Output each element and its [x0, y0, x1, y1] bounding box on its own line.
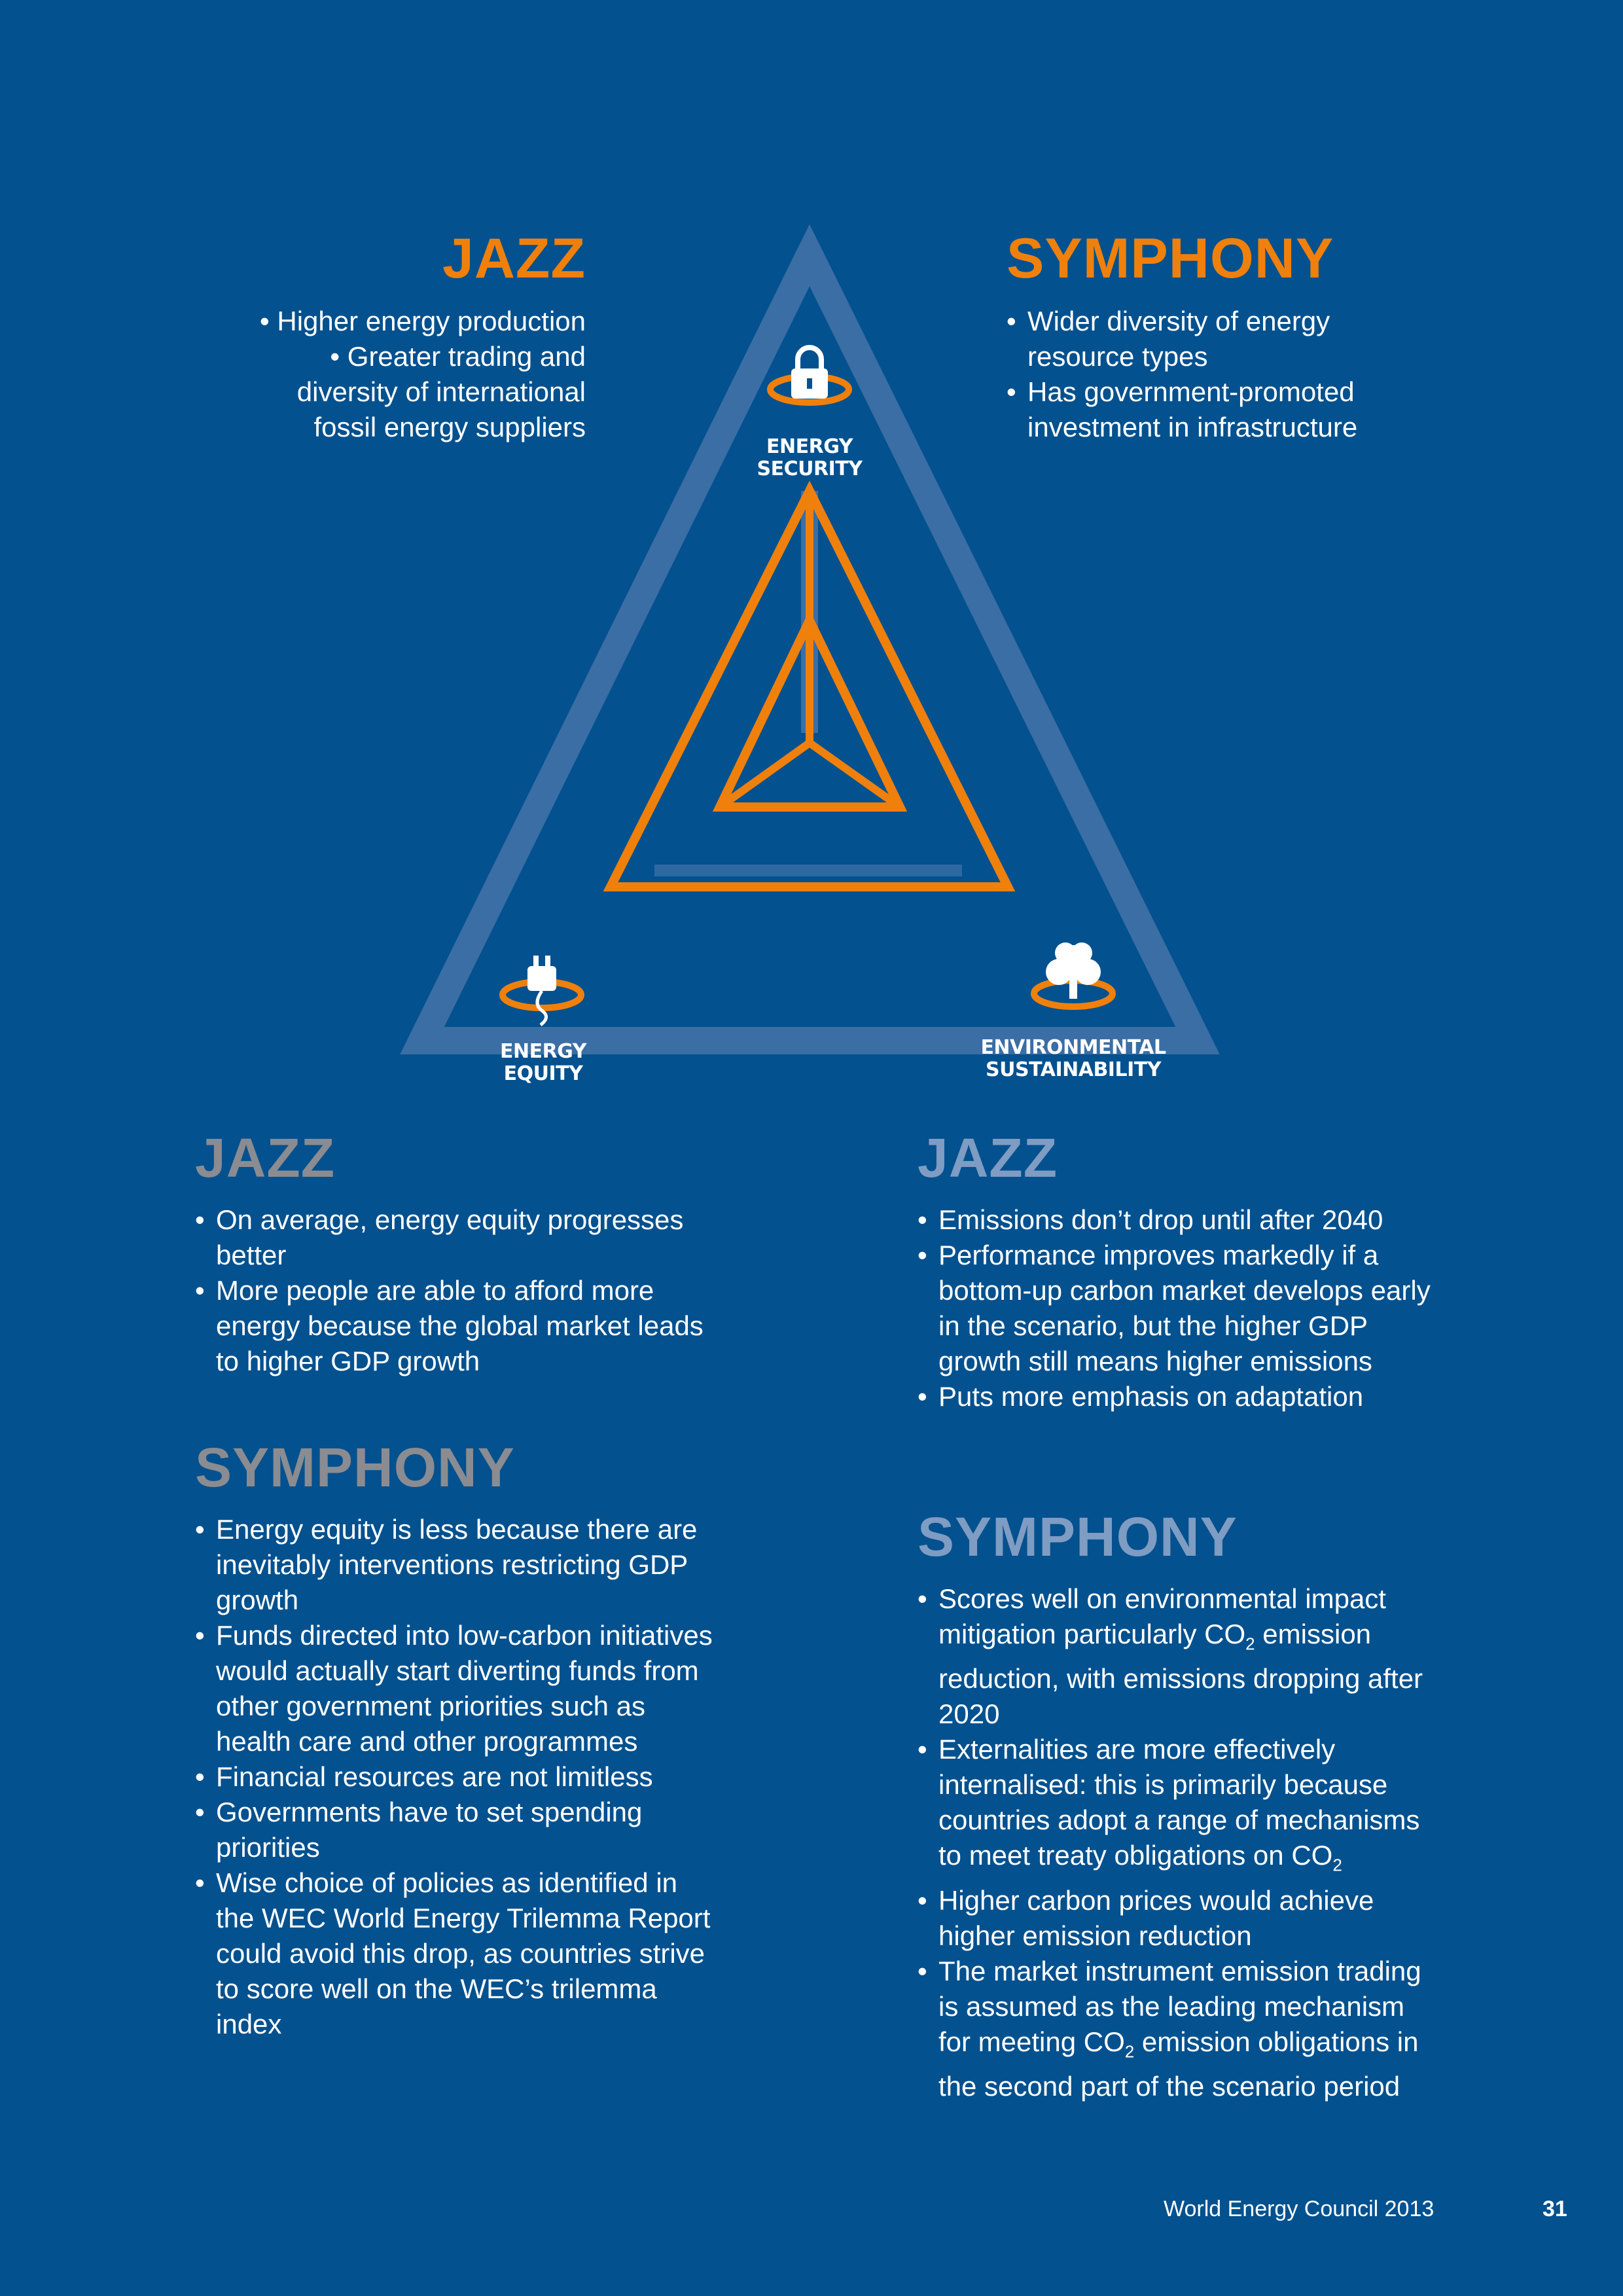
env-symphony-heading: SYMPHONY: [918, 1506, 1238, 1568]
env-jazz-block: [918, 1127, 1441, 1414]
label-energy-security: [731, 436, 888, 480]
top-right-bullet-1: • Wider diversity of energy resource types: [1007, 304, 1399, 374]
env-symphony-bullet-1-text-b: emission reduction, with emissions dropping after 2020: [938, 1619, 1423, 1730]
top-right-bullet-2: • Has government-promoted investment in infrastructure: [1007, 374, 1399, 445]
top-left-bullet-1: • Higher energy production: [183, 304, 586, 339]
label-energy-equity: [465, 1041, 622, 1085]
equity-symphony-bullets: [195, 1512, 719, 2042]
env-symphony-bullets: [918, 1581, 1441, 2104]
equity-symphony-heading: SYMPHONY: [195, 1437, 515, 1498]
equity-symphony-bullet-2: • Funds directed into low-carbon initiatives would actually start diverting funds from other government priorities such as health care and other programmes: [195, 1618, 719, 1759]
top-left-bullet-2: • Greater trading and diversity of international fossil energy suppliers: [183, 339, 586, 445]
co2-subscript: 2: [1245, 1634, 1255, 1654]
lock-icon: [770, 348, 849, 403]
env-symphony-block: [918, 1506, 1441, 2104]
label-energy-security-line1: ENERGY: [766, 435, 853, 458]
equity-symphony-bullet-1: • Energy equity is less because there are inevitably interventions restricting GDP growth: [195, 1512, 719, 1618]
env-symphony-bullet-2-text: Externalities are more effectively internalised: this is primarily because countries adopt a range of mechanisms to meet treaty obligations on CO: [938, 1734, 1420, 1871]
label-energy-equity-line1: ENERGY: [500, 1040, 586, 1063]
top-left-heading: JAZZ: [442, 227, 586, 290]
trilemma-diagram: [0, 0, 1623, 1113]
env-jazz-heading: JAZZ: [918, 1127, 1058, 1189]
label-energy-equity-line2: EQUITY: [503, 1062, 583, 1085]
co2-subscript: 2: [1124, 2041, 1135, 2062]
label-energy-security-line2: SECURITY: [757, 457, 863, 480]
co2-subscript: 2: [1332, 1855, 1342, 1875]
env-symphony-bullet-4: [918, 1954, 1441, 2104]
env-jazz-bullet-1: • Emissions don’t drop until after 2040: [918, 1202, 1441, 1238]
env-symphony-bullet-4-text-b: emission obligations in the second part of the scenario period: [938, 2026, 1419, 2102]
equity-symphony-bullet-3: • Financial resources are not limitless: [195, 1759, 719, 1795]
equity-jazz-bullet-2: • More people are able to afford more energy because the global market leads to higher GDP growth: [195, 1273, 719, 1379]
equity-symphony-block: [195, 1437, 719, 2042]
equity-jazz-bullet-1: • On average, energy equity progresses better: [195, 1202, 719, 1273]
equity-jazz-bullets: [195, 1202, 719, 1379]
env-jazz-bullet-3: • Puts more emphasis on adaptation: [918, 1379, 1441, 1414]
label-environmental-line1: ENVIRONMENTAL: [980, 1036, 1166, 1059]
label-environmental-line2: SUSTAINABILITY: [986, 1058, 1161, 1081]
env-symphony-bullet-1-text-a: Scores well on environmental impact mitigation particularly CO: [938, 1583, 1386, 1649]
tree-icon: [1034, 942, 1113, 1007]
equity-symphony-bullet-5: • Wise choice of policies as identified in the WEC World Energy Trilemma Report could avoid this drop, as countries strive to score well on the WEC’s trilemma index: [195, 1865, 719, 2042]
equity-jazz-heading: JAZZ: [195, 1127, 335, 1189]
env-symphony-bullet-2: [918, 1732, 1441, 1882]
env-jazz-bullet-2: • Performance improves markedly if a bottom-up carbon market develops early in the scenario, but the higher GDP growth still means higher emissions: [918, 1238, 1441, 1379]
page-number: 31: [1543, 2197, 1567, 2221]
equity-jazz-block: [195, 1127, 719, 1379]
top-right-heading: SYMPHONY: [1007, 227, 1334, 290]
env-symphony-bullet-3: • Higher carbon prices would achieve higher emission reduction: [918, 1883, 1441, 1954]
plug-icon: [503, 956, 581, 1025]
env-symphony-bullet-1: [918, 1581, 1441, 1732]
label-environmental-sustainability: [969, 1037, 1178, 1081]
env-jazz-bullets: [918, 1202, 1441, 1414]
equity-symphony-bullet-4: • Governments have to set spending priorities: [195, 1795, 719, 1865]
footer-publisher: World Energy Council 2013: [1164, 2197, 1435, 2221]
env-symphony-bullet-4-text-a: The market instrument emission trading is assumed as the leading mechanism for meeting CO: [938, 1955, 1421, 2057]
